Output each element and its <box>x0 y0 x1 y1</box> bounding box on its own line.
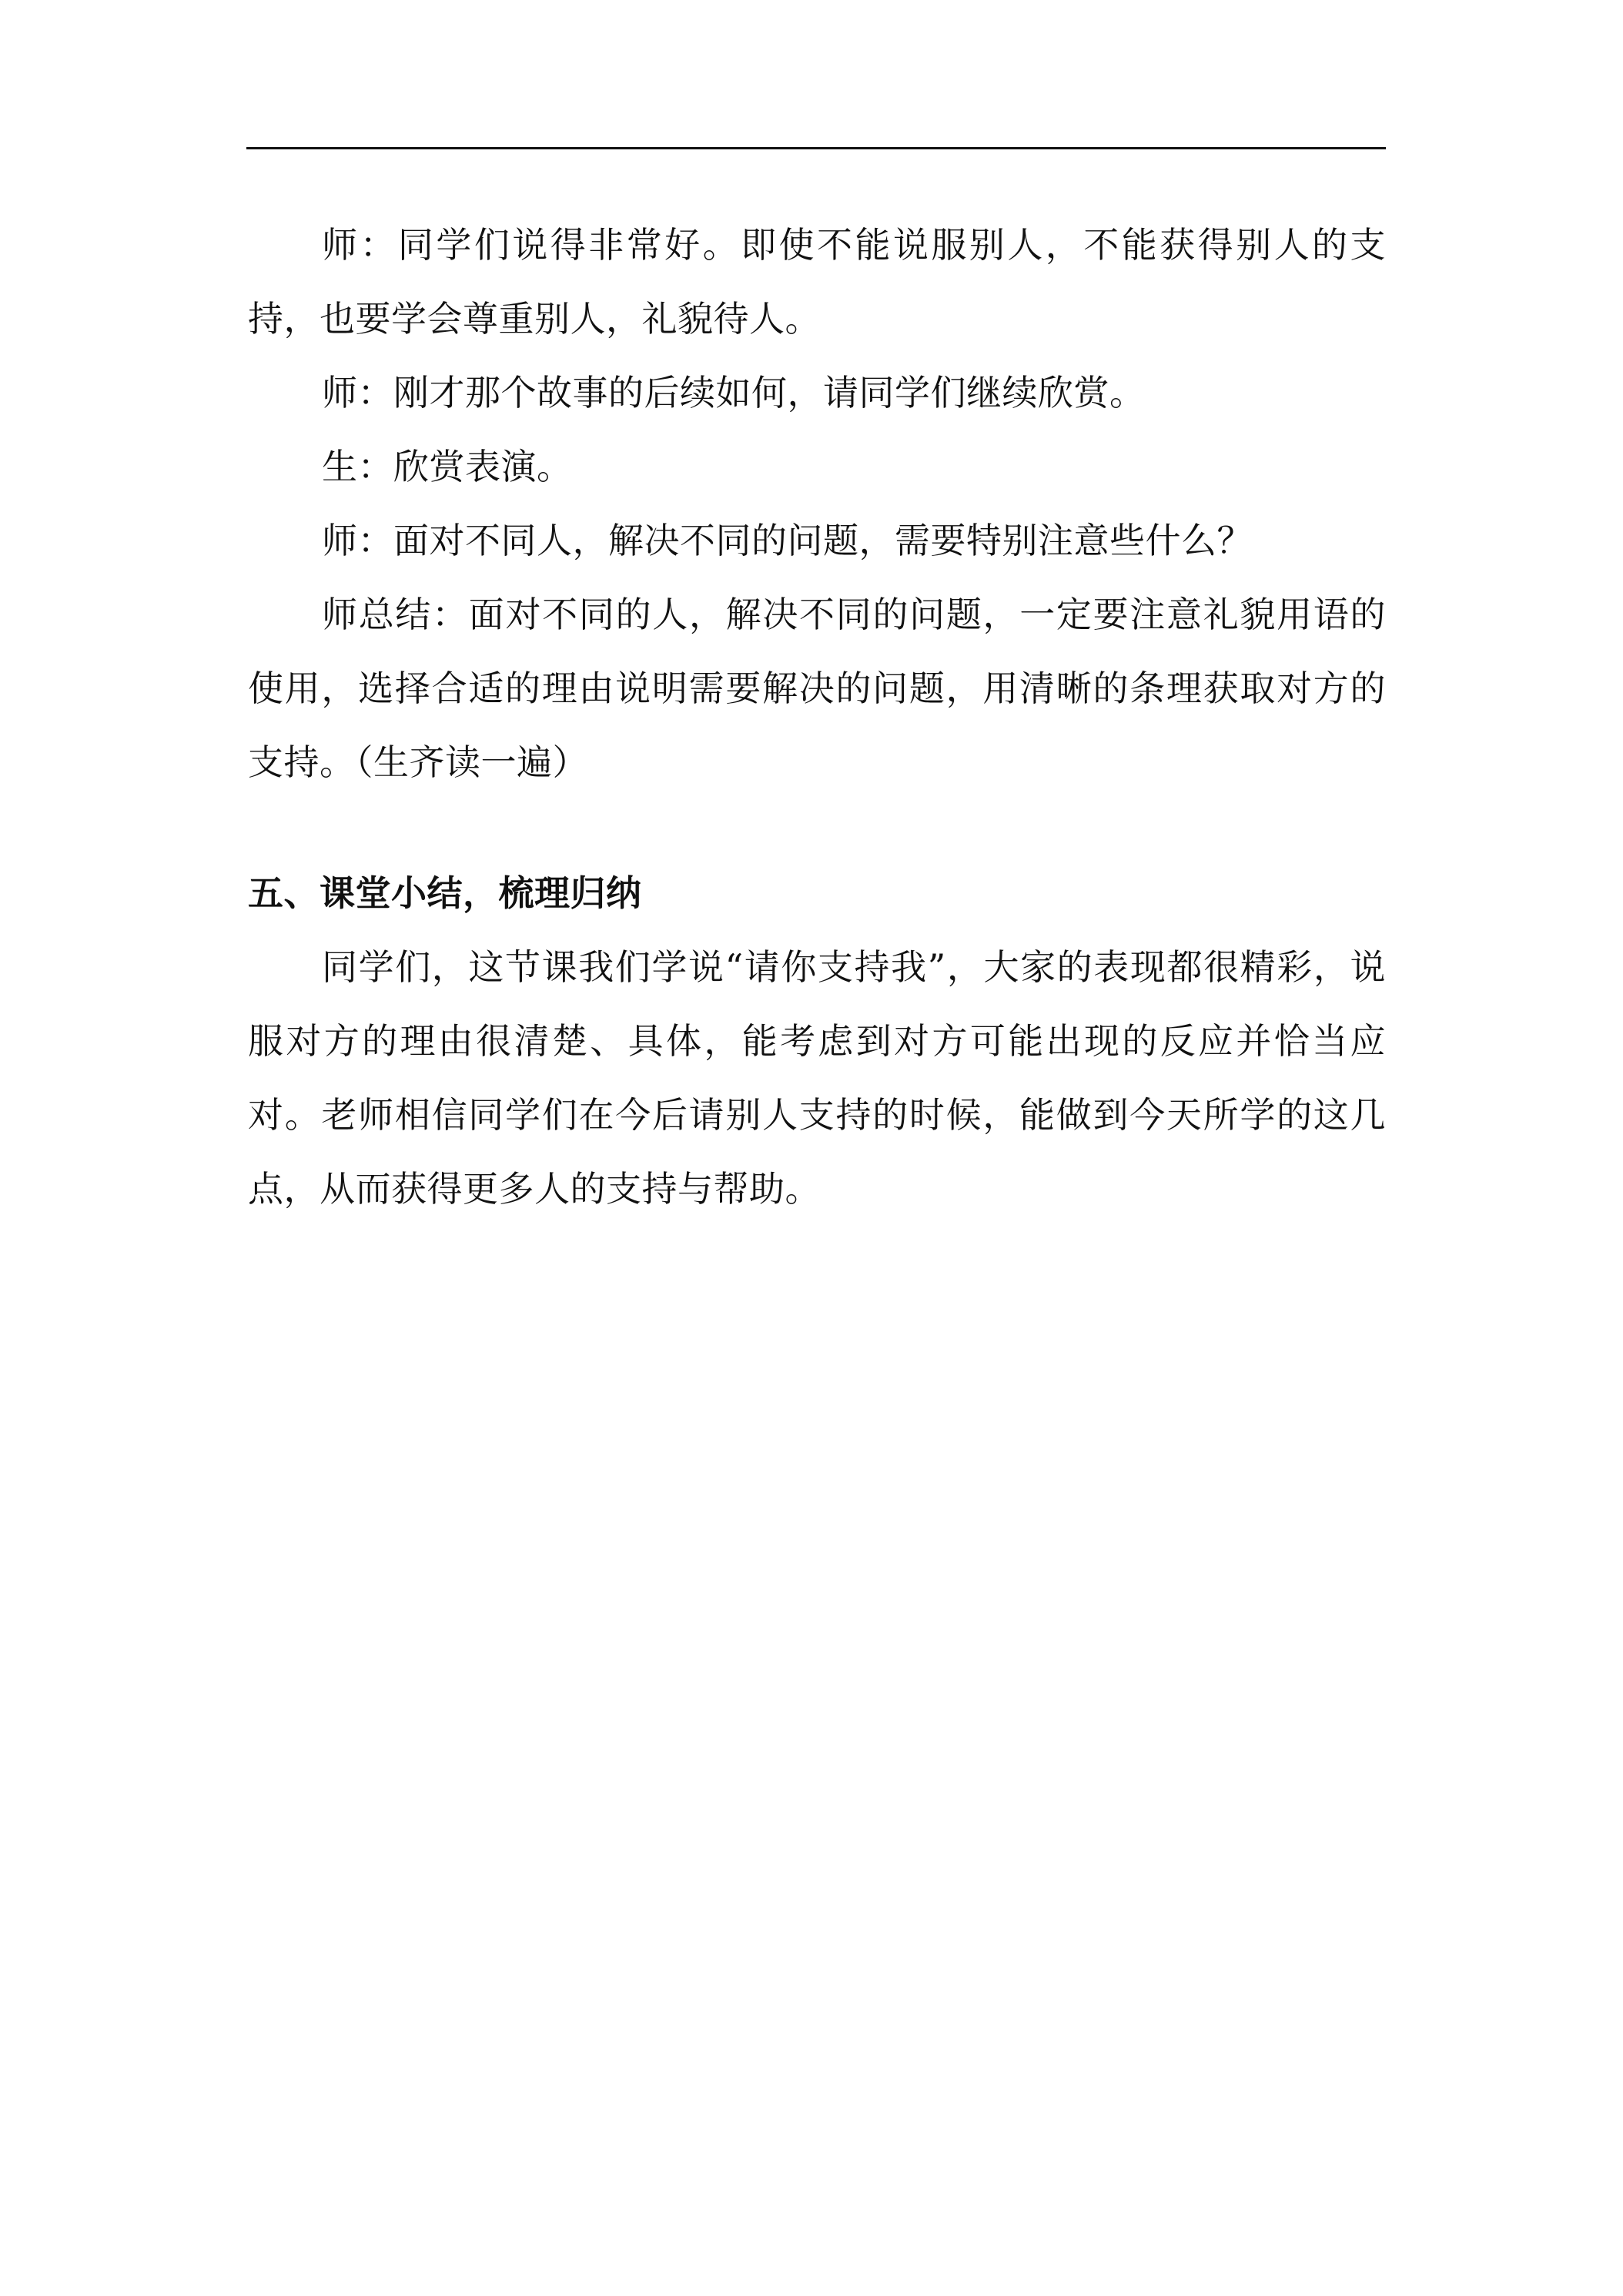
paragraph: 生：欣赏表演。 <box>322 446 573 487</box>
document-body <box>248 208 1386 1226</box>
header-rule <box>246 147 1386 149</box>
paragraph: 师：面对不同人，解决不同的问题，需要特别注意些什么？ <box>322 520 1253 561</box>
paragraph: 师总结：面对不同的人，解决不同的问题，一定要注意礼貌用语的使用，选择合适的理由说明需要解决的问题，用清晰的条理获取对方的支持。（生齐读一遍） <box>248 594 1386 783</box>
paragraph: 同学们，这节课我们学说“请你支持我”，大家的表现都很精彩，说服对方的理由很清楚、具体，能考虑到对方可能出现的反应并恰当应对。老师相信同学们在今后请别人支持的时候，能做到今天所学的这几点，从而获得更多人的支持与帮助。 <box>248 946 1386 1210</box>
paragraph: 师：同学们说得非常好。即使不能说服别人，不能获得别人的支持，也要学会尊重别人，礼貌待人。 <box>248 224 1386 340</box>
section-heading: 五、课堂小结，梳理归纳 <box>248 872 642 914</box>
paragraph: 师：刚才那个故事的后续如何，请同学们继续欣赏。 <box>322 372 1146 413</box>
